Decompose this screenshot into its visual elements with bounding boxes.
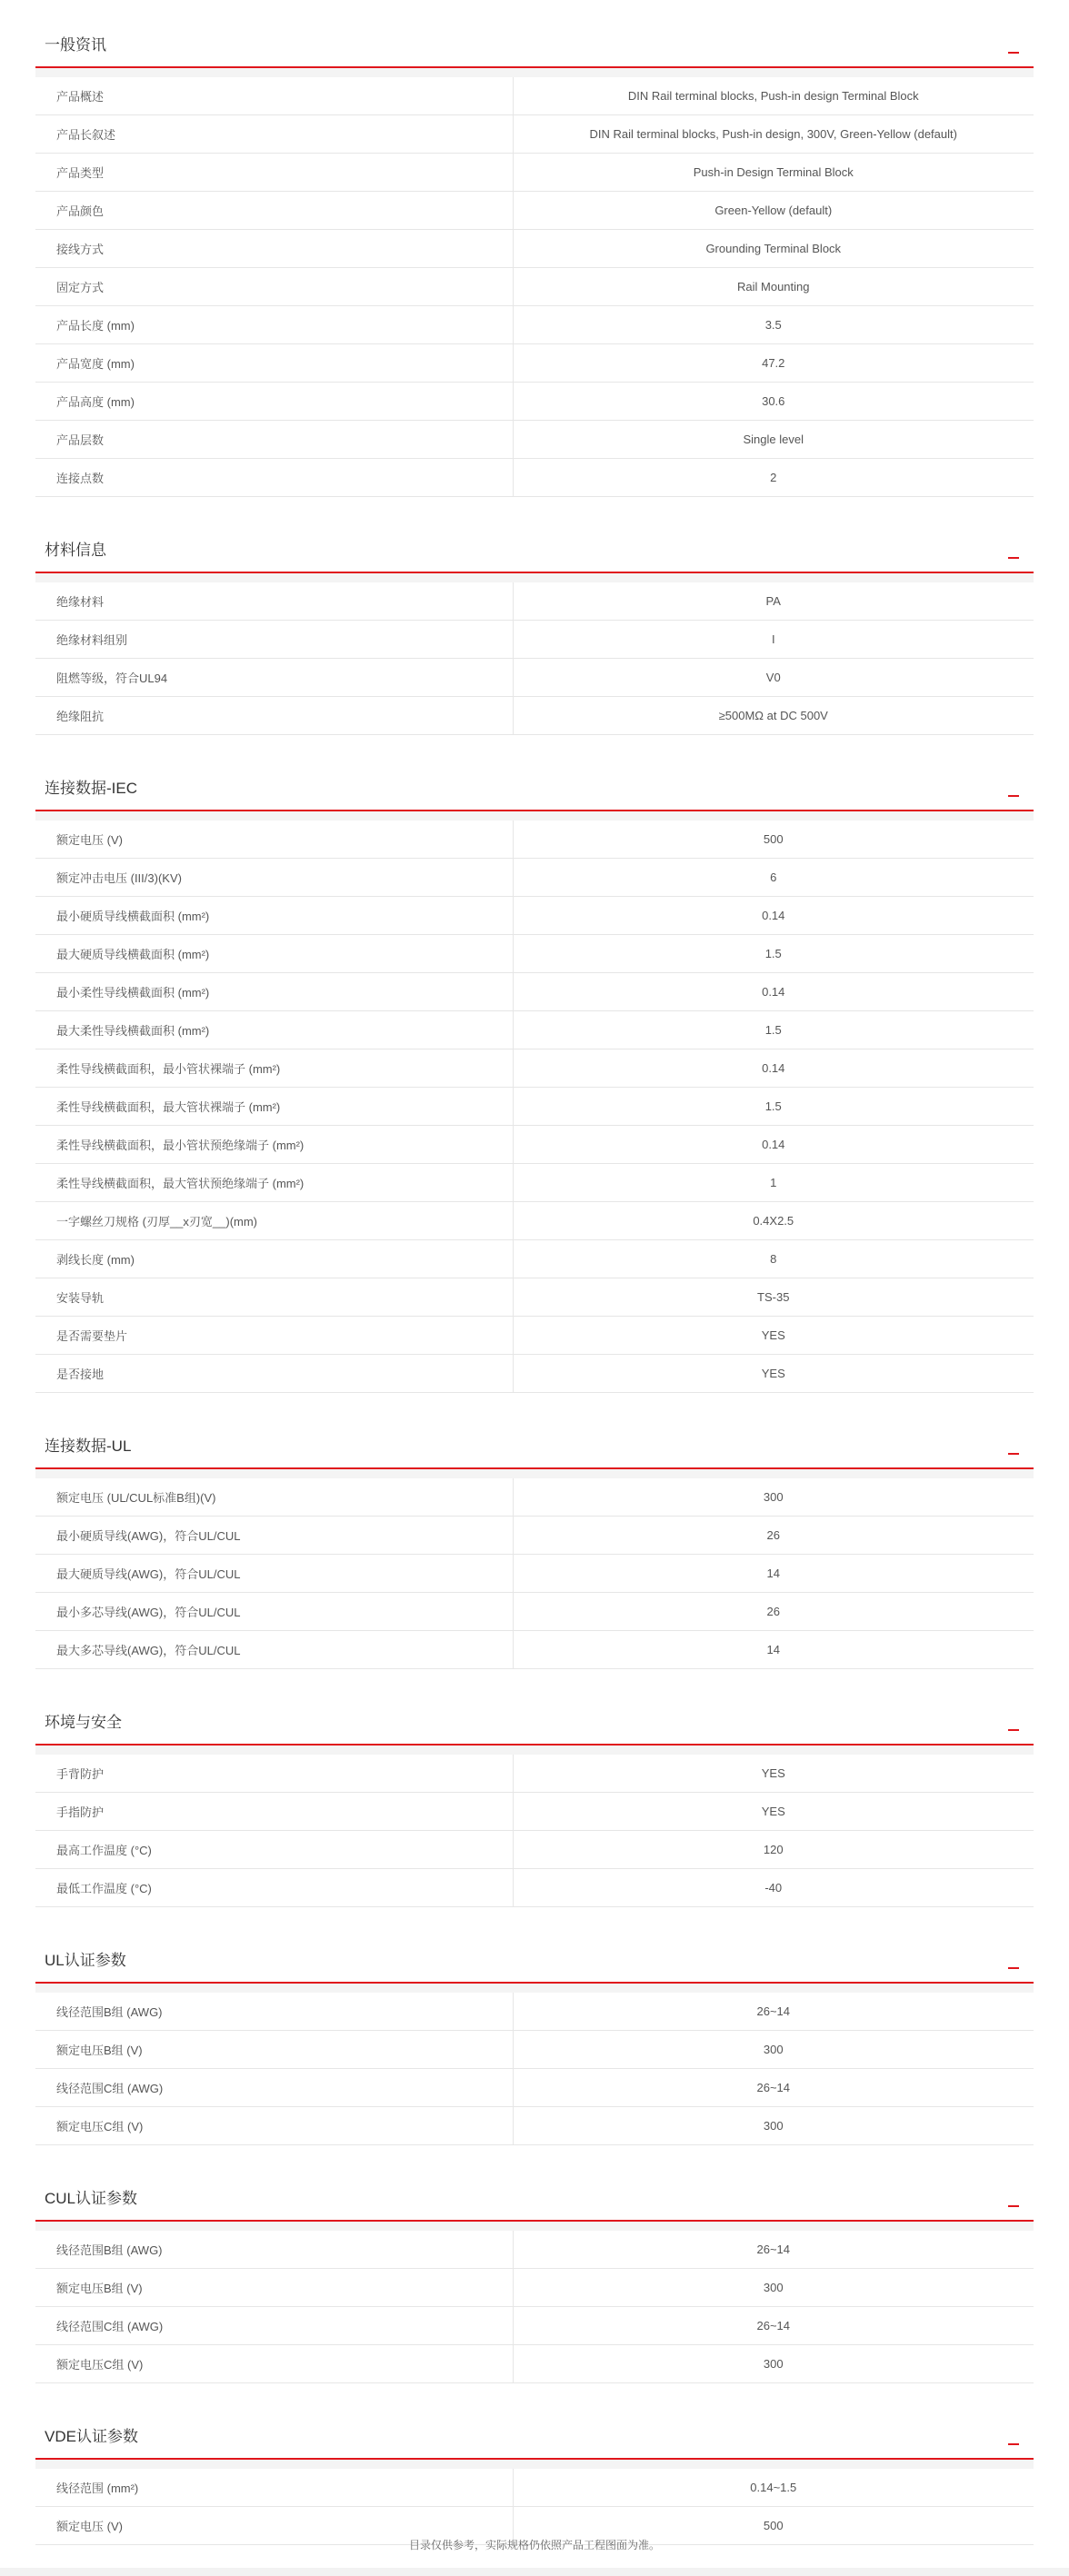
spec-value: Grounding Terminal Block: [513, 230, 1034, 268]
spec-value: 0.4X2.5: [513, 1202, 1034, 1240]
section-gap: [35, 68, 1034, 77]
spec-value: 1: [513, 1164, 1034, 1202]
section-header[interactable]: [35, 2418, 1034, 2460]
spec-value: YES: [513, 1793, 1034, 1831]
spec-label: 额定电压B组 (V): [35, 2031, 513, 2069]
spec-value: YES: [513, 1355, 1034, 1393]
spec-label: 阻燃等级，符合UL94: [35, 659, 513, 697]
spec-label: 最大柔性导线横截面积 (mm²): [35, 1011, 513, 1049]
spec-value: 0.14: [513, 1049, 1034, 1088]
spec-row: [35, 1126, 1034, 1164]
spec-value: DIN Rail terminal blocks, Push-in design Terminal Block: [513, 77, 1034, 115]
spec-label: 绝缘材料组别: [35, 621, 513, 659]
spec-row: [35, 459, 1034, 497]
spec-table: [35, 1993, 1034, 2145]
spec-label: 手背防护: [35, 1755, 513, 1793]
spec-value: 300: [513, 1478, 1034, 1517]
spec-value: 300: [513, 2031, 1034, 2069]
spec-row: [35, 383, 1034, 421]
spec-value: 26: [513, 1593, 1034, 1631]
spec-label: 额定电压 (UL/CUL标准B组)(V): [35, 1478, 513, 1517]
spec-label: 柔性导线横截面积，最大管状预绝缘端子 (mm²): [35, 1164, 513, 1202]
section-title: UL认证参数: [45, 1952, 126, 1969]
section-header[interactable]: [35, 532, 1034, 573]
section-gap: [35, 1984, 1034, 1993]
spec-section: [35, 532, 1034, 735]
spec-label: 额定电压 (V): [35, 821, 513, 859]
section-header[interactable]: [35, 1427, 1034, 1469]
spec-row: [35, 2231, 1034, 2269]
spec-label: 产品层数: [35, 421, 513, 459]
spec-value: 47.2: [513, 344, 1034, 383]
spec-label: 接线方式: [35, 230, 513, 268]
spec-label: 线径范围B组 (AWG): [35, 1993, 513, 2031]
spec-row: [35, 973, 1034, 1011]
spec-value: 300: [513, 2107, 1034, 2145]
spec-value: 6: [513, 859, 1034, 897]
spec-table: [35, 1755, 1034, 1907]
section-title: CUL认证参数: [45, 2190, 138, 2207]
spec-row: [35, 621, 1034, 659]
spec-value: Single level: [513, 421, 1034, 459]
spec-value: PA: [513, 582, 1034, 621]
spec-label: 固定方式: [35, 268, 513, 306]
spec-value: 500: [513, 821, 1034, 859]
spec-row: [35, 859, 1034, 897]
spec-value: 26~14: [513, 2307, 1034, 2345]
spec-label: 线径范围C组 (AWG): [35, 2069, 513, 2107]
spec-row: [35, 344, 1034, 383]
spec-row: [35, 2345, 1034, 2383]
spec-row: [35, 1993, 1034, 2031]
spec-label: 产品高度 (mm): [35, 383, 513, 421]
section-gap: [35, 573, 1034, 582]
spec-label: 连接点数: [35, 459, 513, 497]
spec-row: [35, 1555, 1034, 1593]
spec-value: 8: [513, 1240, 1034, 1278]
spec-row: [35, 1317, 1034, 1355]
section-gap: [35, 811, 1034, 821]
spec-label: 额定电压B组 (V): [35, 2269, 513, 2307]
spec-row: [35, 306, 1034, 344]
spec-table: [35, 1478, 1034, 1669]
spec-value: 2: [513, 459, 1034, 497]
spec-value: 0.14: [513, 973, 1034, 1011]
spec-table: [35, 582, 1034, 735]
spec-value: 120: [513, 1831, 1034, 1869]
spec-value: YES: [513, 1317, 1034, 1355]
spec-value: 1.5: [513, 1011, 1034, 1049]
section-header[interactable]: [35, 1942, 1034, 1984]
footer-note: 目录仅供参考，实际规格仍依照产品工程图面为准。: [408, 2539, 660, 2551]
spec-row: [35, 1049, 1034, 1088]
spec-value: 0.14~1.5: [513, 2469, 1034, 2507]
spec-value: 300: [513, 2269, 1034, 2307]
collapse-minus-icon[interactable]: [1008, 52, 1019, 54]
spec-value: Push-in Design Terminal Block: [513, 154, 1034, 192]
spec-label: 线径范围B组 (AWG): [35, 2231, 513, 2269]
spec-row: [35, 1164, 1034, 1202]
spec-value: 26~14: [513, 2069, 1034, 2107]
spec-value: 30.6: [513, 383, 1034, 421]
spec-value: V0: [513, 659, 1034, 697]
spec-label: 最小多芯导线(AWG)，符合UL/CUL: [35, 1593, 513, 1631]
spec-label: 额定电压C组 (V): [35, 2345, 513, 2383]
spec-row: [35, 230, 1034, 268]
spec-row: [35, 1869, 1034, 1907]
spec-row: [35, 115, 1034, 154]
spec-row: [35, 1202, 1034, 1240]
spec-value: 14: [513, 1631, 1034, 1669]
spec-section: [35, 770, 1034, 1393]
spec-row: [35, 1593, 1034, 1631]
spec-row: [35, 1088, 1034, 1126]
spec-label: 最小硬质导线(AWG)，符合UL/CUL: [35, 1517, 513, 1555]
spec-row: [35, 77, 1034, 115]
spec-section: [35, 2418, 1034, 2545]
section-gap: [35, 2460, 1034, 2469]
spec-label: 安装导轨: [35, 1278, 513, 1317]
spec-page: [35, 0, 1034, 2545]
section-gap: [35, 1469, 1034, 1478]
spec-row: [35, 1831, 1034, 1869]
section-title: 连接数据-IEC: [45, 780, 137, 797]
spec-label: 产品类型: [35, 154, 513, 192]
spec-label: 是否接地: [35, 1355, 513, 1393]
spec-table: [35, 2231, 1034, 2383]
spec-label: 线径范围C组 (AWG): [35, 2307, 513, 2345]
collapse-minus-icon[interactable]: [1008, 2205, 1019, 2207]
collapse-minus-icon[interactable]: [1008, 2443, 1019, 2445]
spec-value: ≥500MΩ at DC 500V: [513, 697, 1034, 735]
spec-row: [35, 2269, 1034, 2307]
spec-label: 产品长叙述: [35, 115, 513, 154]
spec-section: [35, 1427, 1034, 1669]
spec-table: [35, 77, 1034, 497]
spec-row: [35, 268, 1034, 306]
section-header[interactable]: [35, 2180, 1034, 2222]
spec-value: I: [513, 621, 1034, 659]
spec-value: 500: [513, 2507, 1034, 2545]
footer-bar: [0, 2568, 1069, 2576]
spec-label: 产品概述: [35, 77, 513, 115]
spec-value: 0.14: [513, 1126, 1034, 1164]
spec-label: 柔性导线横截面积，最小管状预绝缘端子 (mm²): [35, 1126, 513, 1164]
spec-row: [35, 582, 1034, 621]
spec-label: 最小柔性导线横截面积 (mm²): [35, 973, 513, 1011]
spec-row: [35, 2307, 1034, 2345]
spec-table: [35, 821, 1034, 1393]
collapse-minus-icon[interactable]: [1008, 557, 1019, 559]
spec-value: 26~14: [513, 2231, 1034, 2269]
spec-value: 0.14: [513, 897, 1034, 935]
spec-row: [35, 935, 1034, 973]
spec-value: YES: [513, 1755, 1034, 1793]
spec-value: -40: [513, 1869, 1034, 1907]
spec-row: [35, 659, 1034, 697]
spec-value: 26: [513, 1517, 1034, 1555]
section-gap: [35, 1746, 1034, 1755]
spec-label: 最小硬质导线横截面积 (mm²): [35, 897, 513, 935]
spec-value: 26~14: [513, 1993, 1034, 2031]
spec-value: 300: [513, 2345, 1034, 2383]
spec-row: [35, 1517, 1034, 1555]
spec-row: [35, 2031, 1034, 2069]
spec-section: [35, 1704, 1034, 1907]
spec-label: 额定冲击电压 (III/3)(KV): [35, 859, 513, 897]
spec-row: [35, 1631, 1034, 1669]
spec-label: 额定电压 (V): [35, 2507, 513, 2545]
spec-label: 最大硬质导线(AWG)，符合UL/CUL: [35, 1555, 513, 1593]
spec-row: [35, 2069, 1034, 2107]
spec-section: [35, 26, 1034, 497]
spec-row: [35, 1278, 1034, 1317]
spec-label: 产品长度 (mm): [35, 306, 513, 344]
spec-row: [35, 1240, 1034, 1278]
section-header[interactable]: [35, 770, 1034, 811]
spec-label: 绝缘材料: [35, 582, 513, 621]
spec-value: DIN Rail terminal blocks, Push-in design, 300V, Green-Yellow (default): [513, 115, 1034, 154]
spec-section: [35, 2180, 1034, 2383]
spec-value: 1.5: [513, 935, 1034, 973]
section-header[interactable]: [35, 1704, 1034, 1746]
spec-label: 手指防护: [35, 1793, 513, 1831]
spec-label: 最大硬质导线横截面积 (mm²): [35, 935, 513, 973]
spec-row: [35, 421, 1034, 459]
collapse-minus-icon[interactable]: [1008, 1967, 1019, 1969]
spec-value: 1.5: [513, 1088, 1034, 1126]
spec-label: 一字螺丝刀规格 (刃厚__x刃宽__)(mm): [35, 1202, 513, 1240]
spec-row: [35, 2107, 1034, 2145]
spec-row: [35, 897, 1034, 935]
spec-label: 线径范围 (mm²): [35, 2469, 513, 2507]
spec-row: [35, 1793, 1034, 1831]
spec-value: 14: [513, 1555, 1034, 1593]
spec-label: 最大多芯导线(AWG)，符合UL/CUL: [35, 1631, 513, 1669]
section-title: 环境与安全: [45, 1714, 122, 1731]
section-title: VDE认证参数: [45, 2428, 138, 2445]
section-gap: [35, 2222, 1034, 2231]
spec-row: [35, 821, 1034, 859]
collapse-minus-icon[interactable]: [1008, 1453, 1019, 1455]
spec-row: [35, 1011, 1034, 1049]
spec-row: [35, 1755, 1034, 1793]
section-title: 连接数据-UL: [45, 1437, 132, 1455]
spec-label: 产品宽度 (mm): [35, 344, 513, 383]
spec-row: [35, 697, 1034, 735]
spec-label: 绝缘阻抗: [35, 697, 513, 735]
spec-label: 产品颜色: [35, 192, 513, 230]
spec-row: [35, 154, 1034, 192]
spec-value: 3.5: [513, 306, 1034, 344]
spec-table: [35, 2469, 1034, 2545]
collapse-minus-icon[interactable]: [1008, 1729, 1019, 1731]
spec-value: Rail Mounting: [513, 268, 1034, 306]
section-title: 一般资讯: [45, 36, 106, 54]
spec-value: Green-Yellow (default): [513, 192, 1034, 230]
spec-label: 最低工作温度 (°C): [35, 1869, 513, 1907]
spec-value: TS-35: [513, 1278, 1034, 1317]
spec-row: [35, 2469, 1034, 2507]
spec-label: 剥线长度 (mm): [35, 1240, 513, 1278]
spec-label: 是否需要垫片: [35, 1317, 513, 1355]
spec-label: 柔性导线横截面积，最大管状裸端子 (mm²): [35, 1088, 513, 1126]
spec-label: 最高工作温度 (°C): [35, 1831, 513, 1869]
spec-label: 柔性导线横截面积，最小管状裸端子 (mm²): [35, 1049, 513, 1088]
section-header[interactable]: [35, 26, 1034, 68]
spec-section: [35, 1942, 1034, 2145]
spec-label: 额定电压C组 (V): [35, 2107, 513, 2145]
spec-row: [35, 192, 1034, 230]
spec-row: [35, 1478, 1034, 1517]
collapse-minus-icon[interactable]: [1008, 795, 1019, 797]
spec-row: [35, 1355, 1034, 1393]
section-title: 材料信息: [45, 542, 106, 559]
